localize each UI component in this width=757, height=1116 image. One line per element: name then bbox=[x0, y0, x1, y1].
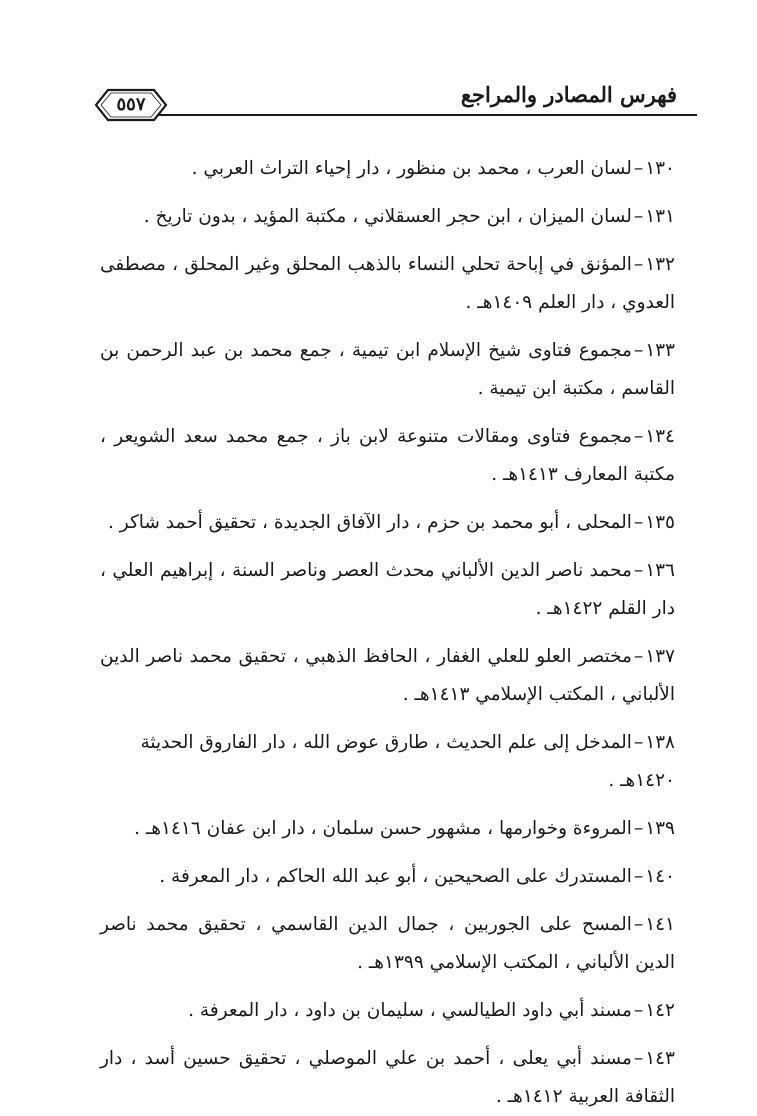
entry-dash: – bbox=[633, 158, 644, 179]
running-header bbox=[90, 66, 697, 126]
reference-entry bbox=[100, 552, 675, 628]
reference-entry bbox=[100, 810, 675, 848]
entry-number: ١٣٤ bbox=[645, 426, 675, 447]
entry-text: المحلى ، أبو محمد بن حزم ، دار الآفاق الجديدة ، تحقيق أحمد شاكر . bbox=[108, 512, 632, 533]
entry-text: المدخل إلى علم الحديث ، طارق عوض الله ، دار الفاروق الحديثة ١٤٢٠هـ . bbox=[140, 732, 675, 791]
reference-entry bbox=[100, 858, 675, 896]
entry-text: مجموع فتاوى شيخ الإسلام ابن تيمية ، جمع محمد بن عبد الرحمن بن القاسم ، مكتبة ابن تيمية . bbox=[100, 340, 675, 399]
reference-entry bbox=[100, 332, 675, 408]
entry-dash: – bbox=[633, 866, 644, 887]
entry-text: المستدرك على الصحيحين ، أبو عبد الله الحاكم ، دار المعرفة . bbox=[159, 866, 632, 887]
entry-number: ١٣٢ bbox=[645, 254, 675, 275]
entry-number: ١٣١ bbox=[645, 206, 675, 227]
entry-dash: – bbox=[633, 254, 644, 275]
entry-dash: – bbox=[633, 914, 644, 935]
entry-number: ١٣٧ bbox=[645, 646, 675, 667]
entry-number: ١٤٢ bbox=[645, 1000, 675, 1021]
reference-entry bbox=[100, 504, 675, 542]
entry-dash: – bbox=[633, 1000, 644, 1021]
entry-text: المسح على الجوربين ، جمال الدين القاسمي ، تحقيق محمد ناصر الدين الألباني ، المكتب الإسلامي ١٣٩٩هـ . bbox=[100, 914, 675, 973]
entry-dash: – bbox=[633, 426, 644, 447]
entry-text: لسان العرب ، محمد بن منظور ، دار إحياء التراث العربي . bbox=[191, 158, 632, 179]
entry-dash: – bbox=[633, 512, 644, 533]
entry-dash: – bbox=[633, 732, 644, 753]
page-number-badge bbox=[94, 88, 168, 122]
entry-dash: – bbox=[633, 206, 644, 227]
entry-dash: – bbox=[633, 1048, 644, 1069]
entry-dash: – bbox=[633, 646, 644, 667]
entry-text: المؤنق في إباحة تحلي النساء بالذهب المحلق وغير المحلق ، مصطفى العدوي ، دار العلم ١٤٠٩هـ . bbox=[100, 254, 675, 313]
reference-entry bbox=[100, 150, 675, 188]
entry-number: ١٣٣ bbox=[645, 340, 675, 361]
reference-entry bbox=[100, 724, 675, 800]
entry-text: مختصر العلو للعلي الغفار ، الحافظ الذهبي ، تحقيق محمد ناصر الدين الألباني ، المكتب الإسلامي ١٤١٣هـ . bbox=[100, 646, 675, 705]
entry-dash: – bbox=[633, 818, 644, 839]
entry-number: ١٣٨ bbox=[645, 732, 675, 753]
entry-number: ١٣٦ bbox=[645, 560, 675, 581]
entry-text: مجموع فتاوى ومقالات متنوعة لابن باز ، جمع محمد سعد الشويعر ، مكتبة المعارف ١٤١٣هـ . bbox=[100, 426, 675, 485]
entry-dash: – bbox=[633, 560, 644, 581]
reference-entry bbox=[100, 906, 675, 982]
header-title: فهرس المصادر والمراجع bbox=[460, 82, 677, 107]
reference-entry bbox=[100, 1040, 675, 1116]
entry-number: ١٣٠ bbox=[645, 158, 675, 179]
entry-text: مسند أبي يعلى ، أحمد بن علي الموصلي ، تحقيق حسين أسد ، دار الثقافة العربية ١٤١٢هـ . bbox=[100, 1048, 675, 1107]
reference-entry bbox=[100, 992, 675, 1030]
entry-number: ١٣٩ bbox=[645, 818, 675, 839]
page-number: ٥٥٧ bbox=[116, 94, 146, 115]
entry-number: ١٤٣ bbox=[645, 1048, 675, 1069]
entry-text: المروءة وخوارمها ، مشهور حسن سلمان ، دار ابن عفان ١٤١٦هـ . bbox=[134, 818, 632, 839]
entry-number: ١٤٠ bbox=[645, 866, 675, 887]
entry-text: مسند أبي داود الطيالسي ، سليمان بن داود ، دار المعرفة . bbox=[188, 1000, 632, 1021]
entry-dash: – bbox=[633, 340, 644, 361]
entry-text: لسان الميزان ، ابن حجر العسقلاني ، مكتبة المؤيد ، بدون تاريخ . bbox=[143, 206, 632, 227]
reference-entry bbox=[100, 246, 675, 322]
reference-entry bbox=[100, 638, 675, 714]
header-rule bbox=[150, 114, 697, 116]
reference-entry bbox=[100, 198, 675, 236]
references-list bbox=[100, 150, 675, 1116]
entry-text: محمد ناصر الدين الألباني محدث العصر وناصر السنة ، إبراهيم العلي ، دار القلم ١٤٢٢هـ . bbox=[100, 560, 675, 619]
entry-number: ١٣٥ bbox=[645, 512, 675, 533]
entry-number: ١٤١ bbox=[645, 914, 675, 935]
reference-entry bbox=[100, 418, 675, 494]
